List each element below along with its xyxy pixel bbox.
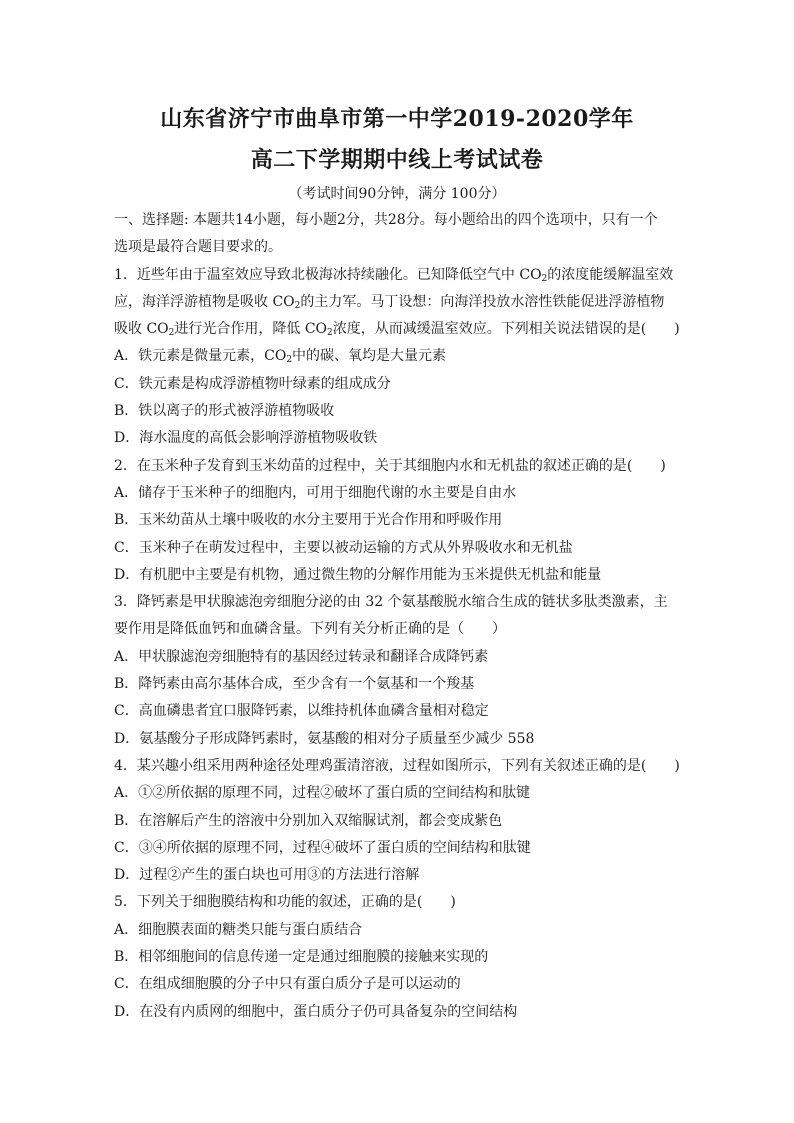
q2-option-d: D．有机肥中主要是有机物，通过微生物的分解作用能为玉米提供无机盐和能量 xyxy=(114,566,602,583)
q1-stem-line3: 吸收 $CO_2$进行光合作用，降低 $CO_2$浓度，从而减缓温室效应。下列相关说法错误的是( ) xyxy=(114,321,680,339)
q3-option-a: A．甲状腺滤泡旁细胞特有的基因经过转录和翻译合成降钙素 xyxy=(114,648,489,665)
exam-title-line1: 山东省济宁市曲阜市第一中学2019-2020学年 xyxy=(160,106,634,132)
q4-option-a: A．①②所依据的原理不同，过程②破坏了蛋白质的空间结构和肽键 xyxy=(114,785,531,802)
q1-stem-line2: 应，海洋浮游植物是吸收 $CO_2$的主力军。马丁设想：向海洋投放水溶性铁能促进浮游植物 xyxy=(114,293,665,311)
q5-stem: 5．下列关于细胞膜结构和功能的叙述，正确的是( ) xyxy=(114,894,456,911)
q3-stem-line1: 3．降钙素是甲状腺滤泡旁细胞分泌的由 32 个氨基酸脱水缩合生成的链状多肽类激素，主 xyxy=(114,594,668,611)
q4-option-b: B．在溶解后产生的溶液中分别加入双缩脲试剂，都会变成紫色 xyxy=(114,812,503,829)
section-intro-line2: 选项是最符合题目要求的。 xyxy=(114,239,282,256)
question-body xyxy=(114,207,684,1026)
q1-option-d: D．海水温度的高低会影响浮游植物吸收铁 xyxy=(114,430,378,447)
q3-stem-line2: 要作用是降低血钙和血磷含量。下列有关分析正确的是（ ） xyxy=(114,621,506,638)
q1-option-a: A．铁元素是微量元素，$CO_2$中的碳、氧均是大量元素 xyxy=(114,348,447,366)
q4-option-d: D．过程②产生的蛋白块也可用③的方法进行溶解 xyxy=(114,867,420,884)
exam-title-line2: 高二下学期期中线上考试试卷 xyxy=(250,147,544,173)
q1-option-c: C．铁元素是构成浮游植物叶绿素的组成成分 xyxy=(114,375,391,392)
q2-option-b: B．玉米幼苗从土壤中吸收的水分主要用于光合作用和呼吸作用 xyxy=(114,512,503,529)
q2-option-a: A．储存于玉米种子的细胞内，可用于细胞代谢的水主要是自由水 xyxy=(114,484,517,501)
q2-option-c: C．玉米种子在萌发过程中，主要以被动运输的方式从外界吸收水和无机盐 xyxy=(114,539,573,556)
q5-option-d: D．在没有内质网的细胞中，蛋白质分子仍可具备复杂的空间结构 xyxy=(114,1003,518,1020)
q1-option-b: B．铁以离子的形式被浮游植物吸收 xyxy=(114,403,335,420)
q1-stem-line1: 1．近些年由于温室效应导致北极海冰持续融化。已知降低空气中 $CO_2$的浓度能缓解温室效 xyxy=(114,266,674,284)
q2-stem: 2．在玉米种子发育到玉米幼苗的过程中，关于其细胞内水和无机盐的叙述正确的是( ) xyxy=(114,457,666,474)
q5-option-a: A．细胞膜表面的糖类只能与蛋白质结合 xyxy=(114,921,363,938)
q3-option-b: B．降钙素由高尔基体合成，至少含有一个氨基和一个羧基 xyxy=(114,676,475,693)
section-intro-line1: 一、选择题: 本题共14小题，每小题2分，共28分。每小题给出的四个选项中，只有一个 xyxy=(114,212,658,228)
q4-option-c: C．③④所依据的原理不同，过程④破坏了蛋白质的空间结构和肽键 xyxy=(114,839,531,856)
q5-option-b: B．相邻细胞间的信息传递一定是通过细胞膜的接触来实现的 xyxy=(114,949,489,966)
exam-info: （考试时间90分钟，满分 100分） xyxy=(288,186,506,202)
q3-option-c: C．高血磷患者宜口服降钙素，以维持机体血磷含量相对稳定 xyxy=(114,703,489,720)
q5-option-c: C．在组成细胞膜的分子中只有蛋白质分子是可以运动的 xyxy=(114,976,461,993)
q3-option-d: D．氨基酸分子形成降钙素时，氨基酸的相对分子质量至少减少 558 xyxy=(114,730,535,747)
q4-stem: 4．某兴趣小组采用两种途径处理鸡蛋清溶液，过程如图所示，下列有关叙述正确的是( ) xyxy=(114,757,680,774)
